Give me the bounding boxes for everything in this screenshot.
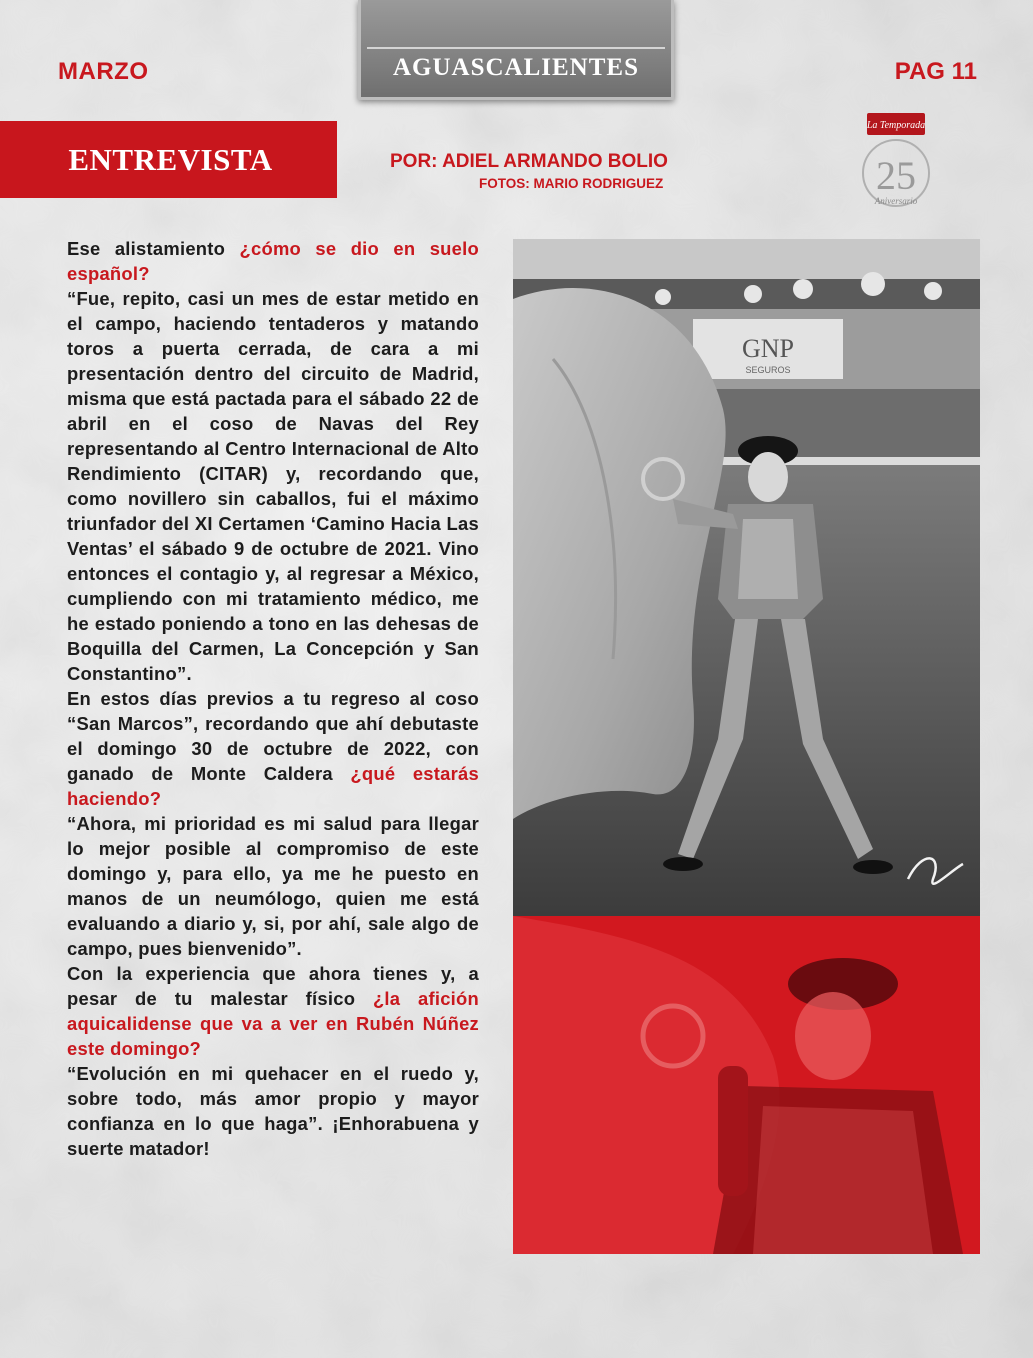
paragraph-question-3: Con la experiencia que ahora tienes y, a pesar de tu malestar físico ¿la afición aquicalidense que va a ver en Rubén Núñez este domingo? [67,963,479,1059]
section-band [0,121,337,198]
page-number: PAG 11 [894,58,977,85]
issue-month: MARZO [58,58,149,85]
bullfighter-photo-bw [513,239,980,916]
paragraph-answer-2: “Ahora, mi prioridad es mi salud para llegar lo mejor posible al compromiso de este domingo y, para ello, ya me he puesto en manos de un neumólogo, quien me está evaluando a diario y, si, por ahí, sale algo de campo, pues bienvenido”. [67,813,479,959]
author-byline: POR: ADIEL ARMANDO BOLIO [390,151,668,172]
paragraph-question-2: En estos días previos a tu regreso al coso “San Marcos”, recordando que ahí debutaste el domingo 30 de octubre de 2022, con ganado de Monte Caldera ¿qué estarás haciendo? [67,688,479,809]
banner-text: GNP [741,334,795,363]
paragraph-answer-1: “Fue, repito, casi un mes de estar metido en el campo, haciendo tentaderos y matando toros a puerta cerrada, de cara a mi presentación dentro del circuito de Madrid, misma que está pactada para el sábado 22 de abril en el coso de Navas del Rey representando al Centro Internacional de Alto Rendimiento (CITAR) y, recordando que, como novillero sin caballos, fui el máximo triunfador del XI Certamen ‘Camino Hacia Las Ventas’ el sábado 9 de octubre de 2021. Vino entonces el contagio y, al regresar a México, cumpliendo con mi tratamiento médico, me he estado poniendo a tono en las dehesas de Boquilla del Carmen, La Concepción y San Constantino”. [67,288,479,684]
logo-brand: La Temporada [866,120,926,131]
logo-caption: Aniversario [874,196,918,206]
paragraph-answer-3: “Evolución en mi quehacer en el ruedo y, sobre todo, más amor propio y mayor confianza en lo que haga”. ¡Enhorabuena y suerte matador! [67,1063,479,1159]
bullfighter-photo-red [513,916,980,1254]
logo-number: 25 [876,153,916,198]
question-highlight: ¿la afición aquicalidense que va a ver en Rubén Núñez este domingo? [67,988,479,1059]
city-label: AGUASCALIENTES [392,54,639,81]
question-highlight: ¿cómo se dio en suelo español? [67,238,479,284]
anniversary-logo [857,111,935,211]
photo-credit: FOTOS: MARIO RODRIGUEZ [479,176,664,191]
interview-article [67,236,479,1161]
question-highlight: ¿qué estarás haciendo? [67,763,479,809]
paragraph-question-1: Ese alistamiento ¿cómo se dio en suelo español? [67,238,479,284]
banner-subtext: SEGUROS [745,365,791,375]
section-label: ENTREVISTA [68,141,273,177]
city-tab [358,0,674,100]
